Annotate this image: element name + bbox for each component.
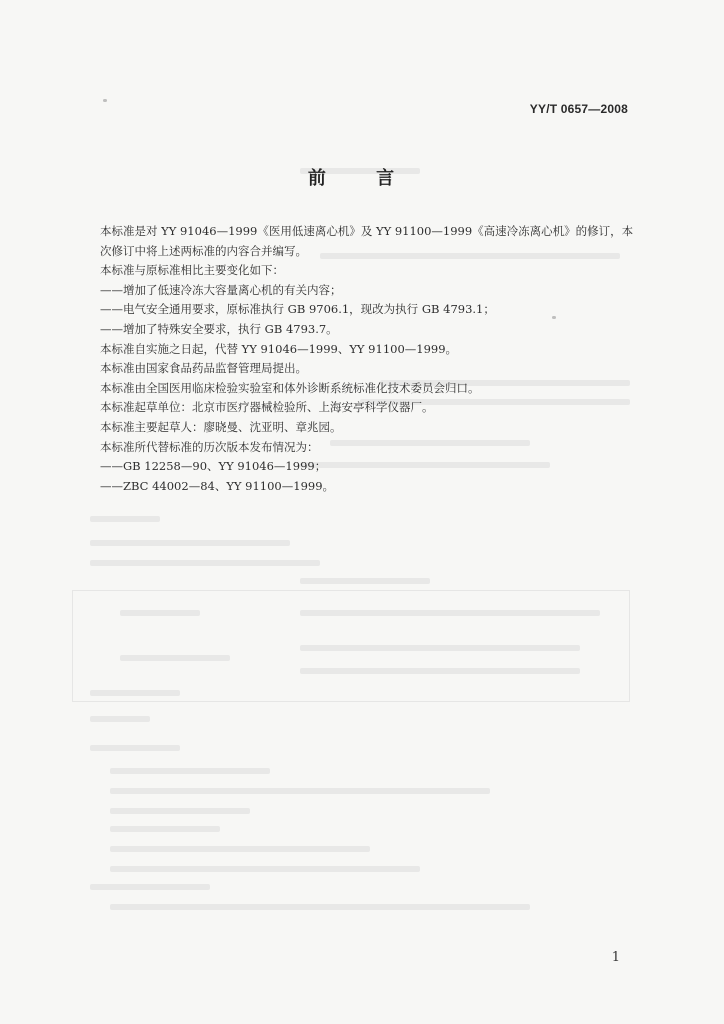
paragraph-drafting-units: 本标准起草单位：北京市医疗器械检验所、上海安亭科学仪器厂。: [100, 400, 434, 415]
list-item-change: ——电气安全通用要求，原标准执行 GB 9706.1，现改为执行 GB 4793.1；: [100, 302, 495, 317]
paragraph-replacement: 本标准自实施之日起，代替 YY 91046—1999、YY 91100—1999。: [100, 341, 458, 356]
list-item-change: ——增加了特殊安全要求，执行 GB 4793.7。: [100, 321, 338, 336]
preface-body: [100, 222, 636, 496]
list-item-change: ——增加了低速冷冻大容量离心机的有关内容；: [100, 282, 342, 297]
paragraph-committee: 本标准由全国医用临床检验实验室和体外诊断系统标准化技术委员会归口。: [100, 380, 480, 395]
page-title: 前 言: [307, 168, 417, 189]
paragraph-proposer: 本标准由国家食品药品监督管理局提出。: [100, 361, 307, 376]
paragraph-changes-intro: 本标准与原标准相比主要变化如下：: [100, 263, 284, 278]
paragraph-history-intro: 本标准所代替标准的历次版本发布情况为：: [100, 439, 319, 454]
list-item-history: ——GB 12258—90、YY 91046—1999；: [100, 459, 327, 474]
page-number: 1: [611, 950, 620, 965]
paragraph-drafters: 本标准主要起草人：廖晓曼、沈亚明、章兆园。: [100, 419, 342, 434]
standard-code: YY/T 0657—2008: [529, 102, 628, 116]
list-item-history: ——ZBC 44002—84、YY 91100—1999。: [100, 478, 335, 493]
paragraph-revision: 本标准是对 YY 91046—1999《医用低速离心机》及 YY 91100—1999《高速冷冻离心机》的修订，本次修订中将上述两标准的内容合并编写。: [100, 224, 634, 258]
